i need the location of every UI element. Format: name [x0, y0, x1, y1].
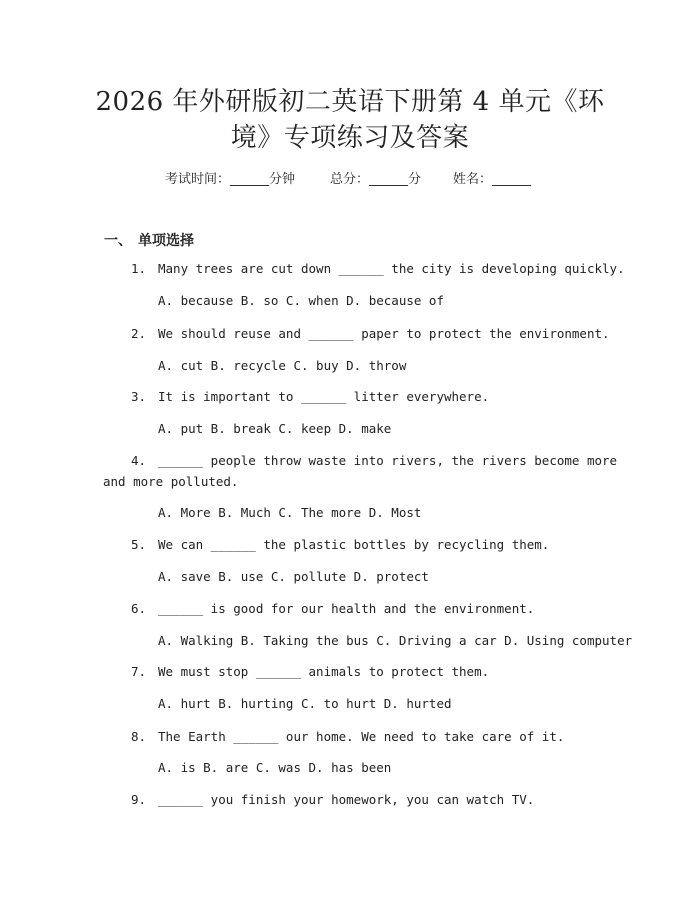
question-text: ______ you finish your homework, you can watch TV.: [158, 792, 535, 807]
section-label: 单项选择: [138, 233, 194, 249]
question-text: It is important to ______ litter everywhere.: [158, 389, 490, 404]
student-name: 姓名：______: [453, 172, 532, 187]
question-1-options: A. because B. so C. when D. because of: [158, 293, 444, 308]
question-4-continued: and more polluted.: [103, 474, 239, 489]
question-number: 2.: [131, 326, 147, 341]
question-number: 5.: [131, 537, 147, 552]
question-5-options: A. save B. use C. pollute D. protect: [158, 569, 429, 584]
question-6-options: A. Walking B. Taking the bus C. Driving a car D. Using computer: [158, 633, 633, 648]
question-text: We can ______ the plastic bottles by recycling them.: [158, 537, 550, 552]
question-text: We should reuse and ______ paper to protect the environment.: [158, 326, 610, 341]
question-number: 9.: [131, 792, 147, 807]
question-text: ______ is good for our health and the environment.: [158, 601, 535, 616]
question-7-options: A. hurt B. hurting C. to hurt D. hurted: [158, 696, 452, 711]
question-4-options: A. More B. Much C. The more D. Most: [158, 505, 422, 520]
question-number: 7.: [131, 664, 147, 679]
question-number: 3.: [131, 389, 147, 404]
question-text: Many trees are cut down ______ the city is developing quickly.: [158, 261, 625, 276]
question-number: 8.: [131, 729, 147, 744]
exam-time: 考试时间：______分钟: [165, 172, 296, 187]
question-number: 1.: [131, 261, 147, 276]
question-number: 6.: [131, 601, 147, 616]
document-title: [60, 84, 640, 156]
title-line-1: 2026 年外研版初二英语下册第 4 单元《环: [95, 87, 605, 117]
section-heading: [104, 230, 194, 250]
question-3-options: A. put B. break C. keep D. make: [158, 421, 392, 436]
question-text: ______ people throw waste into rivers, the rivers become more: [158, 453, 618, 468]
question-8-options: A. is B. are C. was D. has been: [158, 760, 392, 775]
section-number: 一、: [104, 233, 132, 249]
question-text: We must stop ______ animals to protect them.: [158, 664, 490, 679]
question-number: 4.: [131, 453, 147, 468]
question-text: The Earth ______ our home. We need to take care of it.: [158, 729, 565, 744]
title-line-2: 境》专项练习及答案: [230, 123, 470, 153]
total-score: 总分：______分: [330, 172, 422, 187]
question-2-options: A. cut B. recycle C. buy D. throw: [158, 358, 407, 373]
